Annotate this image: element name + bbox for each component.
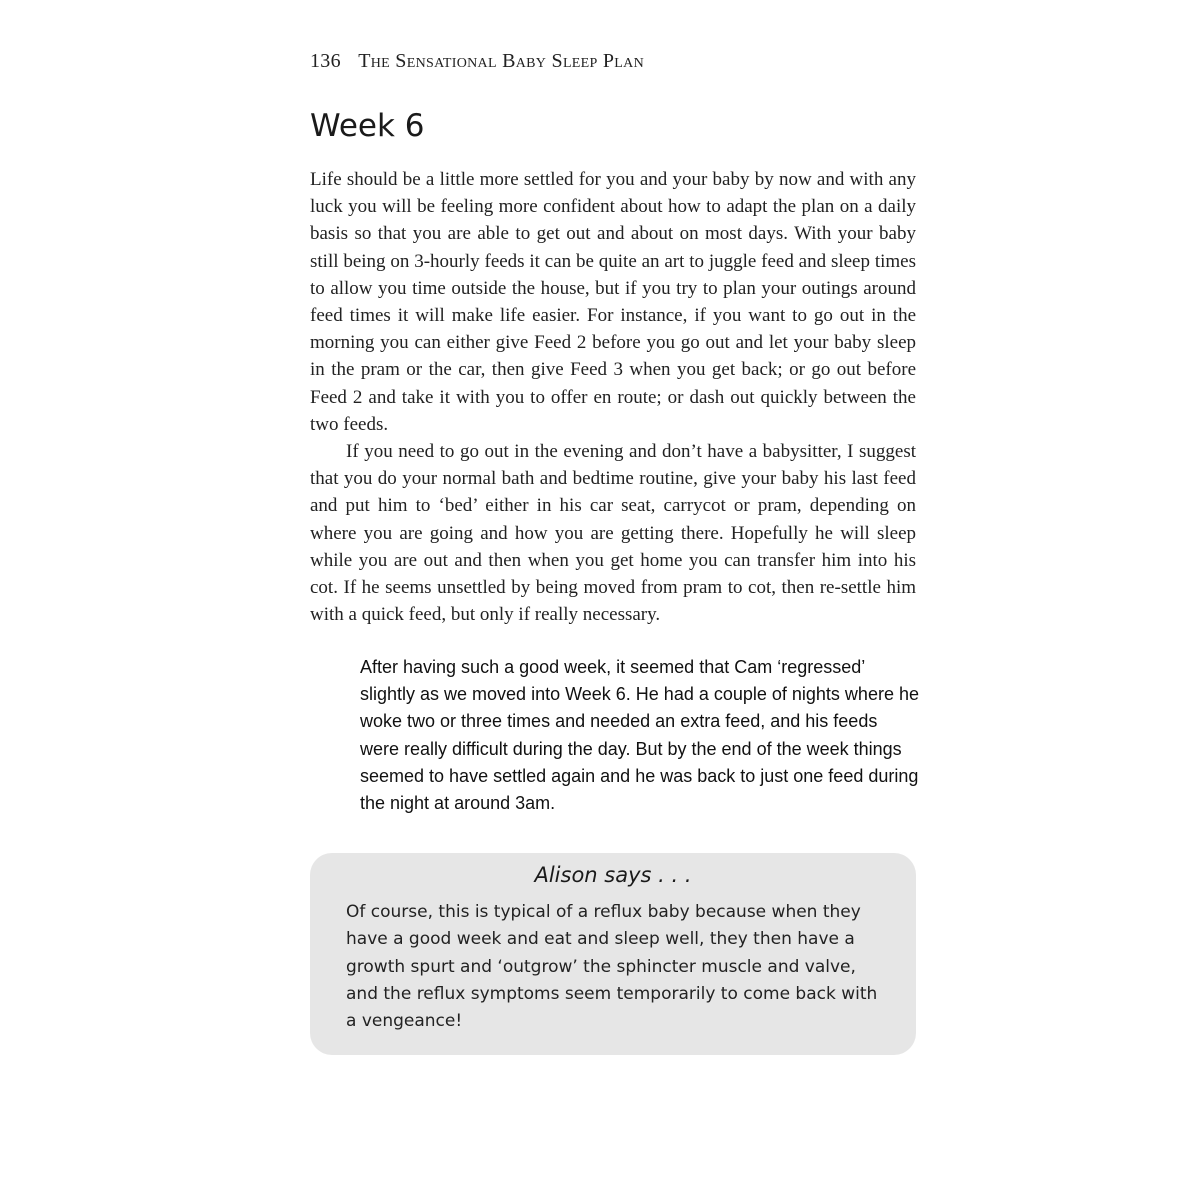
body-text	[310, 166, 916, 628]
book-title: The Sensational Baby Sleep Plan	[358, 50, 644, 72]
page-number: 136	[310, 50, 341, 72]
book-page	[310, 0, 919, 1200]
callout-body: Of course, this is typical of a reflux baby because when they have a good week and eat and sleep well, they then have a growth spurt and ‘outgrow’ the sphincter muscle and valve, and the reflux symptoms seem temporarily to come back with a vengeance!	[346, 902, 878, 1032]
body-paragraph: Life should be a little more settled for you and your baby by now and with any luck you will be feeling more confident about how to adapt the plan on a daily basis so that you are able to get out and about on most days. With your baby still being on 3-hourly feeds it can be quite an art to juggle feed and sleep times to allow you time outside the house, but if you try to plan your outings around feed times it will make life easier. For instance, if you want to go out in the morning you can either give Feed 2 before you go out and let your baby sleep in the pram or the car, then give Feed 3 when you get back; or go out before Feed 2 and take it with you to offer en route; or dash out quickly between the two feeds.	[310, 169, 916, 435]
running-header	[310, 50, 644, 73]
section-heading: Week 6	[310, 108, 425, 144]
alison-says-callout	[310, 853, 916, 1055]
callout-title: Alison says . . .	[534, 863, 692, 887]
parent-testimony-quote: After having such a good week, it seemed that Cam ‘regressed’ slightly as we moved into Week 6. He had a couple of nights where he woke two or three times and needed an extra feed, and his feeds were really difficult during the day. But by the end of the week things seemed to have settled again and he was back to just one feed during the night at around 3am.	[360, 657, 919, 814]
body-paragraph: If you need to go out in the evening and don’t have a babysitter, I suggest that you do your normal bath and bedtime routine, give your baby his last feed and put him to ‘bed’ either in his car seat, carrycot or pram, depending on where you are going and how you are getting there. Hopefully he will sleep while you are out and then when you get home you can transfer him into his cot. If he seems unsettled by being moved from pram to cot, then re-settle him with a quick feed, but only if really necessary.	[310, 441, 916, 626]
